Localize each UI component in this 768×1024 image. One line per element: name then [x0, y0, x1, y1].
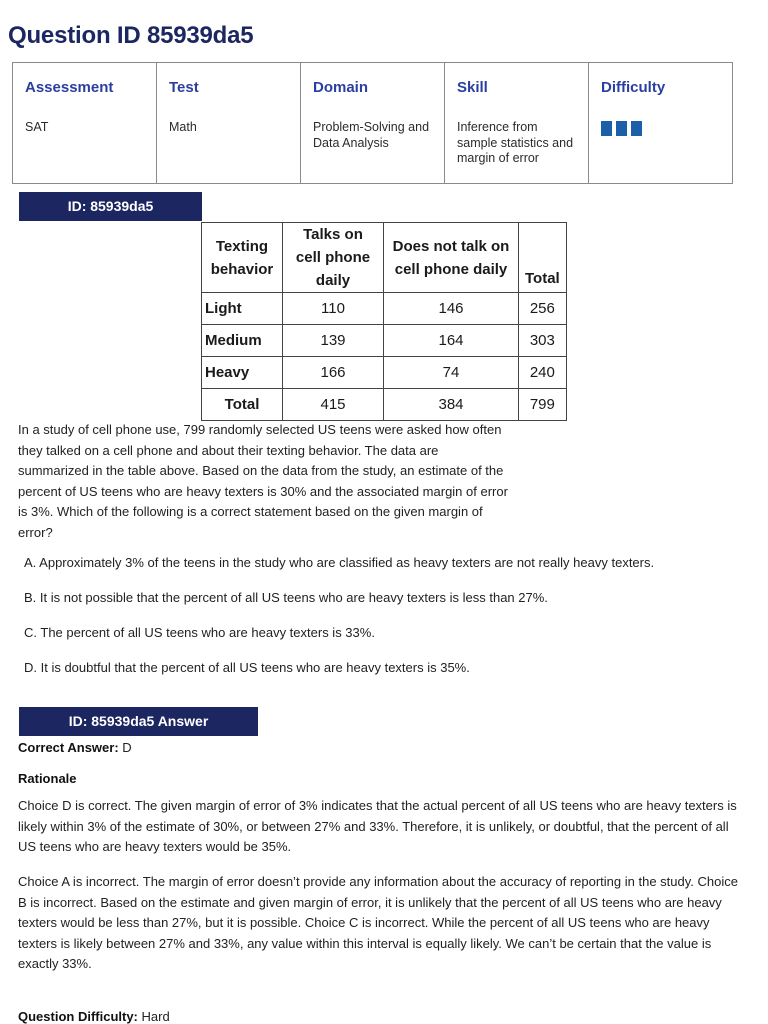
difficulty-value: Hard	[141, 1009, 170, 1024]
meta-header-domain: Domain	[313, 79, 369, 96]
difficulty-label: Question Difficulty:	[18, 1009, 138, 1024]
table-row	[202, 325, 567, 357]
table-cell: 256	[519, 293, 567, 325]
table-cell: 415	[283, 389, 384, 421]
correct-answer-label: Correct Answer:	[18, 740, 119, 755]
page-title: Question ID 85939da5	[8, 22, 254, 49]
difficulty-line	[18, 1009, 170, 1024]
rationale-heading	[18, 771, 77, 786]
table-cell: 139	[283, 325, 384, 357]
rationale-paragraph: Choice A is incorrect. The margin of error doesn’t provide any information about the accuracy of reporting in the study. Choice B is incorrect. Based on the estimate and given margin of error, it is unlikely that the percent of all US teens who are heavy texters would be less than 27%, but it is possible. Choice C is incorrect. While the percent of all US teens who are heavy texters is likely between 27% and 33%, any value within this interval is equally likely. We can’t be certain that the value is exactly 33%.	[18, 874, 738, 972]
table-row-label: Total	[202, 389, 283, 421]
table-row-label: Light	[202, 293, 283, 325]
data-table	[201, 222, 567, 421]
table-header-cell: Total	[519, 223, 567, 293]
table-cell: 240	[519, 357, 567, 389]
table-header-cell: Talks on cell phone daily	[283, 223, 384, 293]
meta-cell-skill	[445, 63, 589, 184]
difficulty-bar	[631, 121, 642, 136]
choice-d: D. It is doubtful that the percent of all US teens who are heavy texters is 35%.	[24, 660, 470, 675]
table-cell: 303	[519, 325, 567, 357]
table-cell: 799	[519, 389, 567, 421]
table-row	[202, 357, 567, 389]
table-row	[202, 293, 567, 325]
choice-c: C. The percent of all US teens who are heavy texters is 33%.	[24, 625, 375, 640]
meta-cell-assessment	[13, 63, 157, 184]
metadata-table	[12, 62, 733, 184]
question-text: In a study of cell phone use, 799 randomly selected US teens were asked how often they talked on a cell phone and about their texting behavior. The data are summarized in the table above. Based on the data from the study, an estimate of the percent of US teens who are heavy texters is 30% and the associated margin of error is 3%. Which of the following is a correct statement based on the given margin of error?	[18, 422, 508, 540]
answer-choices	[24, 553, 654, 693]
rationale-paragraph: Choice D is correct. The given margin of error of 3% indicates that the actual percent of all US teens who are heavy texters is likely within 3% of the estimate of 30%, or between 27% and 33%. Therefore, it is unlikely, or doubtful, that the percent of all US teens who are heavy texters would be 35%.	[18, 798, 737, 855]
table-cell: 164	[384, 325, 519, 357]
table-cell: 74	[384, 357, 519, 389]
meta-value-skill: Inference from sample statistics and margin of error	[457, 120, 574, 165]
table-row-label: Heavy	[202, 357, 283, 389]
meta-header-skill: Skill	[457, 79, 488, 96]
correct-answer-line	[18, 740, 132, 755]
table-cell: 166	[283, 357, 384, 389]
meta-value-domain: Problem-Solving and Data Analysis	[313, 120, 430, 150]
difficulty-bar	[616, 121, 627, 136]
meta-value-assessment: SAT	[25, 120, 49, 134]
table-cell: 384	[384, 389, 519, 421]
choice-a: A. Approximately 3% of the teens in the study who are classified as heavy texters are not really heavy texters.	[24, 555, 655, 570]
meta-cell-test	[157, 63, 301, 184]
meta-cell-difficulty	[589, 63, 733, 184]
table-header-row	[202, 223, 567, 293]
correct-answer-value: D	[122, 740, 132, 755]
table-header-cell: Texting behavior	[202, 223, 283, 293]
table-row	[202, 389, 567, 421]
rationale-label: Rationale	[18, 771, 77, 786]
meta-header-assessment: Assessment	[25, 79, 114, 96]
answer-id-banner: ID: 85939da5 Answer	[19, 707, 258, 736]
meta-header-difficulty: Difficulty	[601, 79, 666, 96]
table-cell: 110	[283, 293, 384, 325]
question-id-banner: ID: 85939da5	[19, 192, 202, 221]
choice-b: B. It is not possible that the percent of all US teens who are heavy texters is less than 27%.	[24, 590, 548, 605]
meta-value-test: Math	[169, 120, 197, 134]
table-row-label: Medium	[202, 325, 283, 357]
meta-cell-domain	[301, 63, 445, 184]
table-cell: 146	[384, 293, 519, 325]
meta-header-test: Test	[169, 79, 199, 96]
difficulty-bar	[601, 121, 612, 136]
difficulty-bars-icon	[601, 121, 720, 136]
table-header-cell: Does not talk on cell phone daily	[384, 223, 519, 293]
